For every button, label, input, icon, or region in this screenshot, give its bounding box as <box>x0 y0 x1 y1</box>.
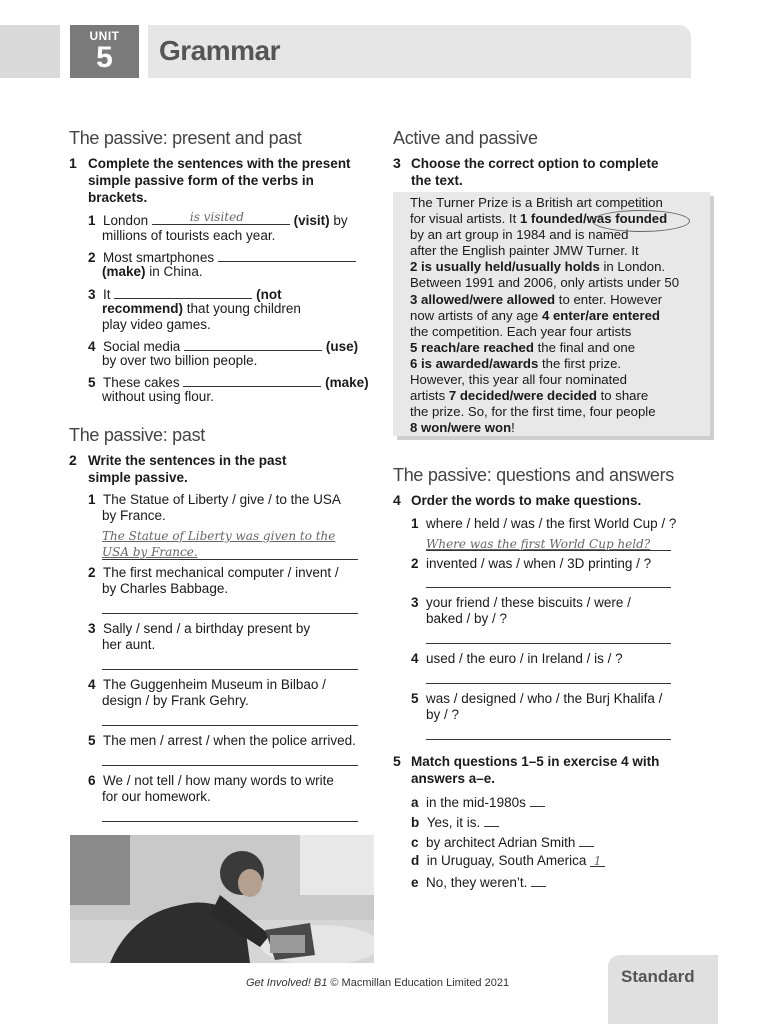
exercise-5-answer: a in the mid-1980s <box>411 793 545 812</box>
exercise-2-item: 3 Sally / send / a birthday present by <box>88 621 311 636</box>
text-line: 3 allowed/were allowed to enter. However <box>410 291 663 307</box>
exercise-4-item-cont: by / ? <box>426 707 460 722</box>
exercise-5-answer: c by architect Adrian Smith <box>411 833 594 852</box>
photo-illustration <box>70 835 374 963</box>
section-heading-past: The passive: past <box>69 425 205 445</box>
match-blank[interactable] <box>531 873 546 887</box>
exercise-1-item: 5 These cakes (make) <box>88 375 369 390</box>
match-blank[interactable] <box>530 793 545 807</box>
exercise-4-item: 5 was / designed / who / the Burj Khalifa / <box>411 691 663 706</box>
answer-line[interactable] <box>426 683 671 684</box>
text-line: 8 won/were won! <box>410 420 515 436</box>
exercise-4-item: 2 invented / was / when / 3D printing / ? <box>411 556 652 571</box>
exercise-4-item-cont: baked / by / ? <box>426 611 508 626</box>
exercise-4-instruction: Order the words to make questions. <box>411 493 642 508</box>
exercise-2-item-cont: for our homework. <box>102 789 211 804</box>
option-pair[interactable]: 6 is awarded/awards <box>410 355 539 371</box>
answer-line[interactable] <box>102 765 358 766</box>
answer-line[interactable] <box>426 587 671 588</box>
exercise-2-item: 6 We / not tell / how many words to write <box>88 773 334 788</box>
text-line: after the English painter JMW Turner. It <box>410 243 639 259</box>
text-line: by an art group in 1984 and is named <box>410 227 629 243</box>
exercise-4-number: 4 <box>393 492 401 508</box>
exercise-5-instruction: Match questions 1–5 in exercise 4 with answers a–e. <box>411 754 660 786</box>
section-heading-active-passive: Active and passive <box>393 128 538 148</box>
option-pair[interactable]: 1 founded/was founded <box>519 211 668 227</box>
exercise-2-item: 5 The men / arrest / when the police arrived. <box>88 733 356 748</box>
exercise-2-instruction: Write the sentences in the past simple passive. <box>88 453 287 485</box>
handwritten-answer: USA by France. <box>102 545 198 559</box>
handwritten-answer: is visited <box>189 210 244 224</box>
text-line: the prize. So, for the first time, four people <box>410 404 656 420</box>
unit-number: 5 <box>96 41 113 74</box>
exercise-1-item-cont: recommend) that young children <box>102 301 301 316</box>
text-line: for visual artists. It 1 founded/was founded <box>410 211 668 227</box>
answer-line[interactable] <box>426 739 671 740</box>
option-pair[interactable]: 4 enter/are entered <box>541 307 660 323</box>
exercise-1-instruction: Complete the sentences with the present simple passive form of the verbs in brackets. <box>88 156 351 205</box>
exercise-1-item-cont: play video games. <box>102 317 211 332</box>
exercise-4-item: 1 where / held / was / the first World Cup / ? <box>411 516 677 531</box>
exercise-2-item: 2 The first mechanical computer / invent / <box>88 565 339 580</box>
page-title: Grammar <box>159 35 281 66</box>
level-tab <box>608 955 718 1024</box>
answer-line[interactable] <box>426 550 671 551</box>
text-line: 6 is awarded/awards the first prize. <box>410 355 622 371</box>
answer-line[interactable] <box>102 725 358 726</box>
text-line: now artists of any age 4 enter/are entered <box>410 307 660 323</box>
option-pair[interactable]: 3 allowed/were allowed <box>410 291 556 307</box>
photo-woman-with-laptop <box>70 835 374 963</box>
answer-blank[interactable] <box>152 211 290 225</box>
text-line: 5 reach/are reached the final and one <box>410 339 636 355</box>
answer-blank[interactable] <box>218 248 356 262</box>
option-pair[interactable]: 5 reach/are reached <box>410 339 534 355</box>
exercise-2-item-cont: design / by Frank Gehry. <box>102 693 249 708</box>
exercise-2-item-cont: by Charles Babbage. <box>102 581 229 596</box>
exercise-2-item-cont: by France. <box>102 508 166 523</box>
text-line: However, this year all four nominated <box>410 372 627 388</box>
unit-badge <box>70 25 139 78</box>
exercise-5-number: 5 <box>393 753 401 769</box>
exercise-3-instruction: Choose the correct option to complete the text. <box>411 156 659 188</box>
answer-blank[interactable] <box>114 285 252 299</box>
match-blank[interactable] <box>579 833 594 847</box>
exercise-1-item-cont: by over two billion people. <box>102 353 258 368</box>
exercise-1-number: 1 <box>69 155 77 171</box>
text-line: 2 is usually held/usually holds in London. <box>410 259 666 275</box>
exercise-4-item: 3 your friend / these biscuits / were / <box>411 595 631 610</box>
text-line: the competition. Each year four artists <box>410 323 632 339</box>
exercise-2-number: 2 <box>69 452 77 468</box>
match-blank[interactable] <box>590 853 605 867</box>
exercise-1-item: 1 London is visited (visit) by <box>88 210 348 228</box>
option-pair[interactable]: 7 decided/were decided <box>448 388 597 404</box>
exercise-1-item: 3 It (not <box>88 287 282 302</box>
exercise-3-number: 3 <box>393 155 401 171</box>
text-line: Between 1991 and 2006, only artists under 50 <box>410 275 680 291</box>
match-blank[interactable] <box>484 813 499 827</box>
option-pair[interactable]: 8 won/were won <box>410 420 512 436</box>
exercise-1-item: 2 Most smartphones <box>88 248 378 267</box>
copyright-footer: Get Involved! B1 © Macmillan Education Limited 2021 <box>246 977 510 989</box>
exercise-5-answer: e No, they weren’t. <box>411 873 546 892</box>
handwritten-answer: Where was the first World Cup held? <box>426 537 651 551</box>
exercise-4-item: 4 used / the euro / in Ireland / is / ? <box>411 651 623 666</box>
exercise-1-item: 4 Social media (use) <box>88 339 359 354</box>
unit-label: UNIT <box>89 29 120 43</box>
section-heading-questions-answers: The passive: questions and answers <box>393 465 674 485</box>
section-heading-present-past: The passive: present and past <box>69 128 302 148</box>
exercise-5-answer: b Yes, it is. <box>411 813 499 832</box>
exercise-2-item: 4 The Guggenheim Museum in Bilbao / <box>88 677 326 692</box>
exercise-1-item-cont: without using flour. <box>102 389 214 404</box>
exercise-2-item-cont: her aunt. <box>102 637 156 652</box>
title-bar <box>148 25 691 78</box>
handwritten-answer: The Statue of Liberty was given to the <box>102 529 336 543</box>
text-line: artists 7 decided/were decided to share <box>410 388 649 404</box>
answer-line[interactable] <box>102 559 358 560</box>
answer-blank[interactable] <box>183 373 321 387</box>
answer-line[interactable] <box>426 643 671 644</box>
level-label: Standard <box>621 967 695 986</box>
exercise-5-answer: d in Uruguay, South America 1 <box>411 853 605 870</box>
answer-blank[interactable] <box>184 337 322 351</box>
answer-circle-mark <box>592 210 690 232</box>
exercise-1-item-cont: (make) in China. <box>102 264 203 279</box>
option-pair[interactable]: 2 is usually held/usually holds <box>410 259 600 275</box>
answer-line[interactable] <box>102 669 358 670</box>
header-side-block <box>0 25 60 78</box>
answer-line[interactable] <box>102 613 358 614</box>
exercise-1-item-cont: millions of tourists each year. <box>102 228 276 243</box>
answer-line[interactable] <box>102 821 358 822</box>
exercise-2-item: 1 The Statue of Liberty / give / to the USA <box>88 492 341 507</box>
text-line: The Turner Prize is a British art competition <box>410 195 663 210</box>
handwritten-answer: 1 <box>593 854 602 868</box>
